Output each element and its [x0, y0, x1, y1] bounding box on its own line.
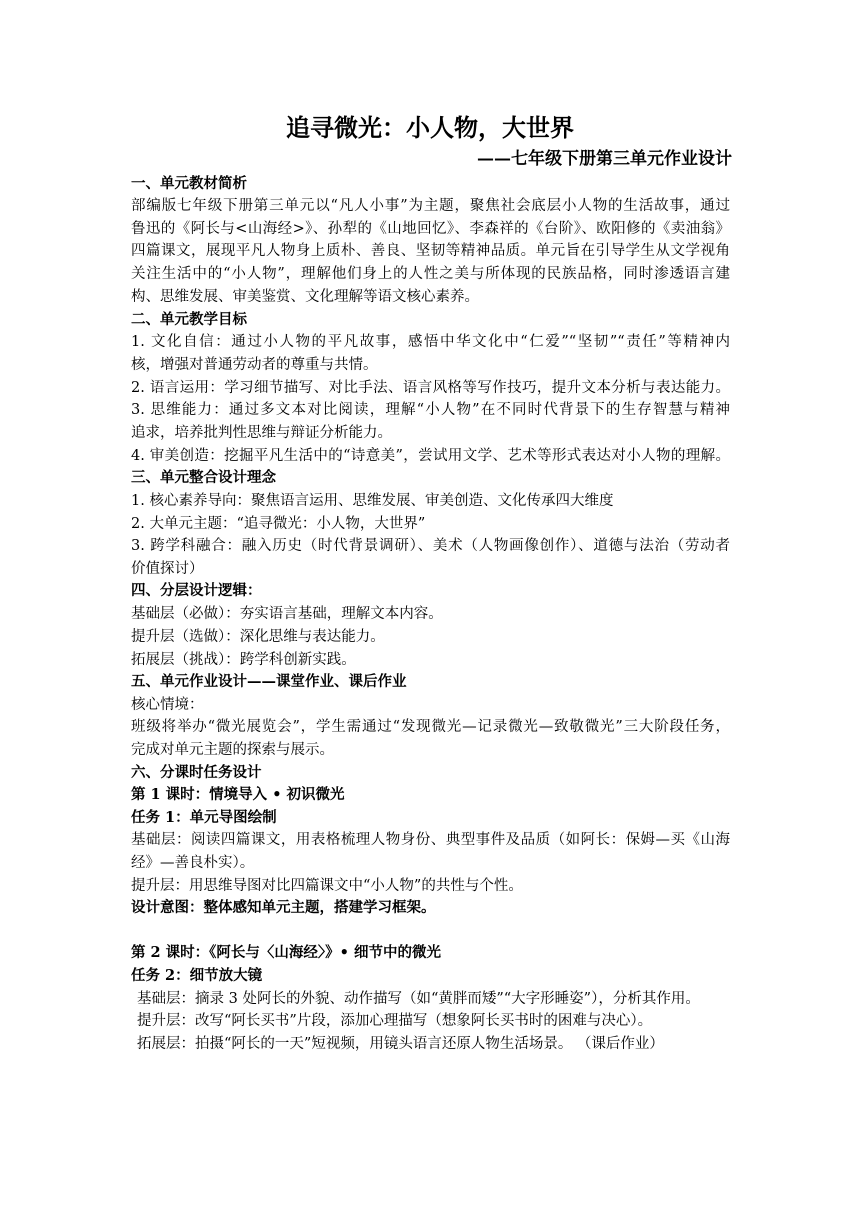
paragraph-line: 班级将举办“微光展览会”，学生需通过“发现微光—记录微光—致敬微光”三大阶段任务， [131, 719, 730, 735]
list-item: 拓展层（挑战）：跨学科创新实践。 [131, 652, 356, 668]
lesson-title: 第 1 课时：情境导入 • 初识微光 [131, 786, 345, 803]
list-item: 核，增强对普通劳动者的尊重与共情。 [131, 357, 378, 373]
list-item: 4. 审美创造：挖掘平凡生活中的“诗意美”，尝试用文学、艺术等形式表达对小人物的理解。 [131, 448, 730, 464]
section-heading: 六、分课时任务设计 [131, 764, 262, 781]
section-heading: 三、单元整合设计理念 [131, 469, 276, 486]
list-item: 基础层（必做）：夯实语言基础，理解文本内容。 [131, 606, 443, 622]
task-line: 提升层：用思维导图对比四篇课文中“小人物”的共性与个性。 [131, 878, 523, 894]
design-intent: 设计意图：整体感知单元主题，搭建学习框架。 [131, 899, 436, 916]
task-line: 拓展层：拍摄“阿长的一天”短视频，用镜头语言还原人物生活场景。 （课后作业） [137, 1036, 664, 1052]
section-heading: 五、单元作业设计——课堂作业、课后作业 [131, 673, 407, 690]
list-item: 2. 大单元主题：“追寻微光：小人物，大世界” [131, 516, 426, 532]
list-item: 3. 思维能力：通过多文本对比阅读，理解“小人物”在不同时代背景下的生存智慧与精神 [131, 402, 730, 418]
task-title: 任务 1：单元导图绘制 [131, 809, 277, 826]
list-item: 3. 跨学科融合：融入历史（时代背景调研）、美术（人物画像创作）、道德与法治（劳动者 [131, 538, 730, 554]
paragraph-line: 部编版七年级下册第三单元以“凡人小事”为主题，聚焦社会底层小人物的生活故事，通过 [131, 198, 730, 214]
section-heading: 二、单元教学目标 [131, 311, 247, 328]
page-title: 追寻微光：小人物，大世界 [286, 113, 574, 142]
list-item: 追求，培养批判性思维与辩证分析能力。 [131, 425, 392, 441]
task-line: 提升层：改写“阿长买书”片段，添加心理描写（想象阿长买书时的困难与决心）。 [137, 1013, 653, 1029]
paragraph-line: 四篇课文，展现平凡人物身上质朴、善良、坚韧等精神品质。单元旨在引导学生从文学视角 [131, 243, 730, 259]
task-line: 经》—善良朴实）。 [131, 855, 255, 871]
paragraph-line: 鲁迅的《阿长与<山海经>》、孙犁的《山地回忆》、李森祥的《台阶》、欧阳修的《卖油翁》 [131, 221, 730, 237]
paragraph-line: 关注生活中的“小人物”，理解他们身上的人性之美与所体现的民族品格，同时渗透语言建 [131, 266, 730, 282]
lesson-title: 第 2 课时：《阿长与〈山海经〉》• 细节中的微光 [131, 944, 441, 961]
list-item: 1. 文化自信：通过小人物的平凡故事，感悟中华文化中“仁爱”“坚韧”“责任”等精神内 [131, 334, 730, 350]
section-heading: 一、单元教材简析 [131, 175, 247, 192]
task-line: 基础层：阅读四篇课文，用表格梳理人物身份、典型事件及品质（如阿长：保姆—买《山海 [131, 832, 730, 848]
list-item: 价值探讨） [131, 561, 204, 577]
list-item: 2. 语言运用：学习细节描写、对比手法、语言风格等写作技巧，提升文本分析与表达能力。 [131, 380, 730, 396]
task-line: 基础层：摘录 3 处阿长的外貌、动作描写（如“黄胖而矮”“大字形睡姿”），分析其作用。 [137, 991, 700, 1007]
list-item: 1. 核心素养导向：聚焦语言运用、思维发展、审美创造、文化传承四大维度 [131, 493, 614, 509]
task-title: 任务 2：细节放大镜 [131, 967, 263, 984]
section-heading: 四、分层设计逻辑： [131, 582, 262, 599]
paragraph-line: 构、思维发展、审美鉴赏、文化理解等语文核心素养。 [131, 289, 479, 305]
paragraph-line: 核心情境： [131, 697, 204, 713]
paragraph-line: 完成对单元主题的探索与展示。 [131, 742, 334, 758]
page-subtitle: ——七年级下册第三单元作业设计 [477, 149, 732, 169]
list-item: 提升层（选做）：深化思维与表达能力。 [131, 629, 385, 645]
